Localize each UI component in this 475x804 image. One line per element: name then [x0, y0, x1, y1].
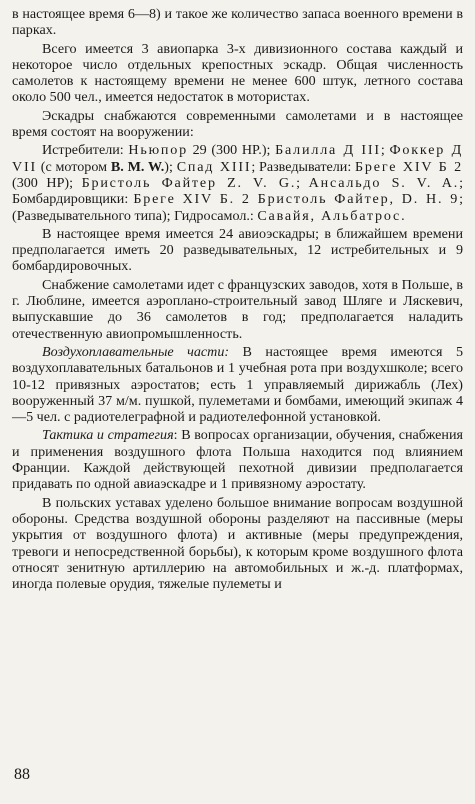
text-run: Бреге XIV Б. 2 Бристоль Файтер, D. H. 9 — [133, 191, 460, 208]
paragraph — [12, 277, 463, 342]
text-run: Ансальдо S. V. A. — [308, 174, 460, 191]
paragraph — [12, 108, 463, 141]
text-run: Всего имеется 3 авиопарка 3-х дивизионного состава каждый и некоторое число отдельных крепостных эскадр. Общая численность самолетов к настоящему времени не менее 600 штук, летного состава около 500 чел., имеется недостаток в мотористах. — [12, 40, 463, 106]
body-text — [12, 6, 463, 592]
page-number: 88 — [14, 766, 30, 783]
text-run: Бристоль Файтер Z. V. G. — [81, 174, 297, 191]
paragraph — [12, 427, 463, 492]
paragraph — [12, 226, 463, 275]
text-run: B. M. W. — [110, 158, 165, 175]
text-run: (300 HP); — [12, 174, 82, 191]
text-run: ; Бомбардировщики: — [12, 174, 463, 208]
text-run: Ньюпор — [128, 142, 188, 159]
text-run: Фоккер Д VII — [12, 142, 463, 175]
text-run: в настоящее время 6—8) и такое же количество запаса военного времени в парках. — [12, 6, 463, 39]
text-run: Бреге XIV Б 2 — [355, 158, 463, 175]
text-run: Снабжение самолетами идет с французских заводов, хотя в Польше, в г. Люблине, имеется аэроплано-строительный завод Шляге и Ляскевич, выпускавшие до 36 самолетов в год; предполагается наладить отечественную авиопромышленность. — [12, 276, 463, 342]
paragraph — [12, 6, 463, 39]
text-run: ; — [296, 174, 309, 191]
paragraph — [12, 41, 463, 106]
section-heading-inline: Тактика и стратегия — [42, 427, 174, 444]
text-run: Истребители: — [42, 142, 129, 159]
text-run: В настоящее время имеется 24 авиоэскадры; в ближайшем времени предполагается иметь 20 разведывательных, 12 истребительных и 9 бомбардировочных. — [12, 225, 463, 275]
text-run: В польских уставах уделено большое внимание вопросам воздушной обороны. Средства воздушной обороны разделяют на пассивные (меры укрытия от воздушного флота) и активные (меры предупреждения, тревоги и непосредственной борьбы), к которым кроме воздушного флота относят зенитную артиллерию на автомобильных и ж.-д. платформах, иногда полевые орудия, тяжелые пулеметы и — [12, 494, 463, 593]
text-run: ; (Разведывательного типа); Гидросамол.: — [12, 191, 463, 224]
text-run: ; Разведыватели: — [251, 158, 356, 175]
text-run: Спад XIII — [176, 158, 252, 175]
text-run: Балилла Д III — [275, 142, 381, 159]
paragraph — [12, 344, 463, 425]
text-run: ; — [380, 142, 390, 159]
paragraph — [12, 495, 463, 593]
text-run: : В вопросах организации, обучения, снабжения и применения воздушного флота Польша находится под влиянием Франции. Каждой действующей пехотной дивизии предполагается придавать по одной авиаэскадре и 1 привязному аэростату. — [12, 427, 464, 493]
text-run: Эскадры снабжаются современными самолетами и в настоящее время состоят на вооружении: — [12, 107, 463, 141]
text-run: 29 (300 HP.); — [187, 142, 276, 159]
text-run: . — [401, 207, 405, 224]
section-heading-inline: Воздухоплавательные части: — [42, 343, 230, 360]
text-run: ); — [164, 158, 177, 175]
text-run: В настоящее время имеются 5 воздухоплавательных батальонов и 1 учебная рота при воздухшколе; всего 10-12 привязных аэростатов; есть 1 управляемый дирижабль (Лех) вооруженный 37 м/м. пушкой, пулеметами и бомбами, имеющий экипаж 4—5 чел. с радиотелеграфной и радиотелефонной установкой. — [12, 343, 463, 426]
text-run: Савайя, Альбатрос — [257, 207, 402, 224]
text-run: (с мотором — [36, 158, 111, 175]
paragraph — [12, 142, 463, 223]
